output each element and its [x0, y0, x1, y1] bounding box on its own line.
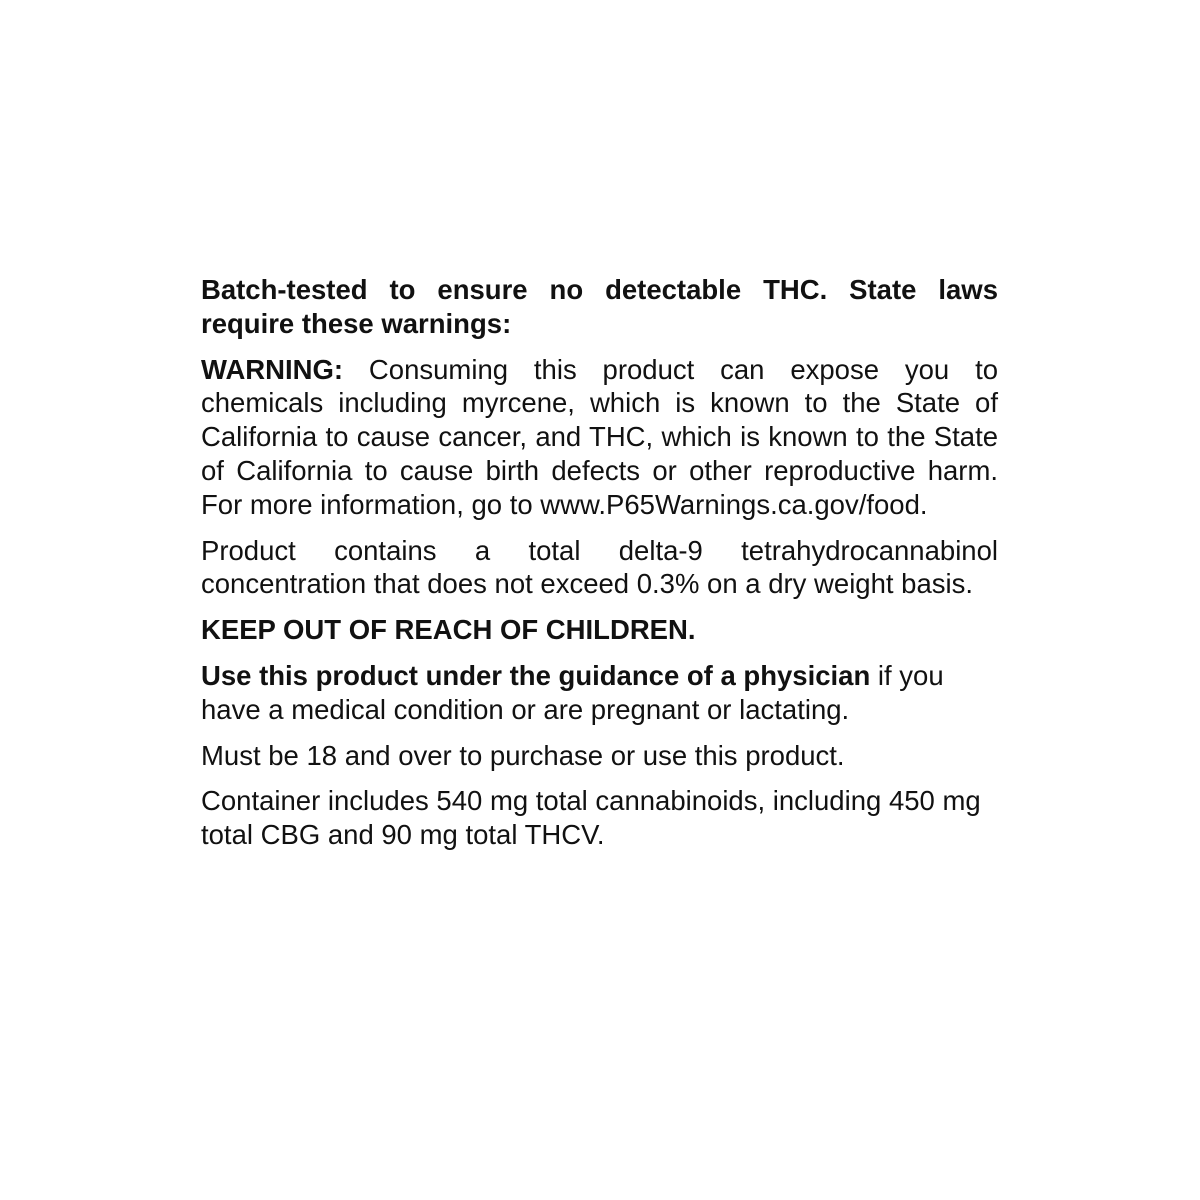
physician-guidance: [201, 659, 998, 727]
warning-text: Consuming this product can expose you to chemicals including myrcene, which is known to the State of California to cause cancer, and THC, which is known to the State of California to cause birth defects or other reproductive harm. For more information, go to www.P65Warnings.ca.gov/food.: [201, 353, 998, 520]
batch-test-intro: Batch-tested to ensure no detectable THC. State laws require these warnings:: [201, 274, 998, 339]
warning-label-panel: [201, 273, 998, 864]
cannabinoid-contents: Container includes 540 mg total cannabinoids, including 450 mg total CBG and 90 mg total THCV.: [201, 785, 981, 851]
age-notice: Must be 18 and over to purchase or use this product.: [201, 739, 845, 771]
physician-guidance-text: if you have a medical condition or are pregnant or lactating.: [201, 659, 944, 725]
physician-guidance-lead: Use this product under the guidance of a physician: [201, 659, 871, 691]
children-warning: KEEP OUT OF REACH OF CHILDREN.: [201, 614, 696, 646]
warning-heading: WARNING:: [201, 353, 344, 385]
prop65-warning: [201, 353, 998, 522]
thc-concentration-statement: Product contains a total delta-9 tetrahydrocannabinol concentration that does not exceed 0.3% on a dry weight basis.: [201, 534, 998, 600]
